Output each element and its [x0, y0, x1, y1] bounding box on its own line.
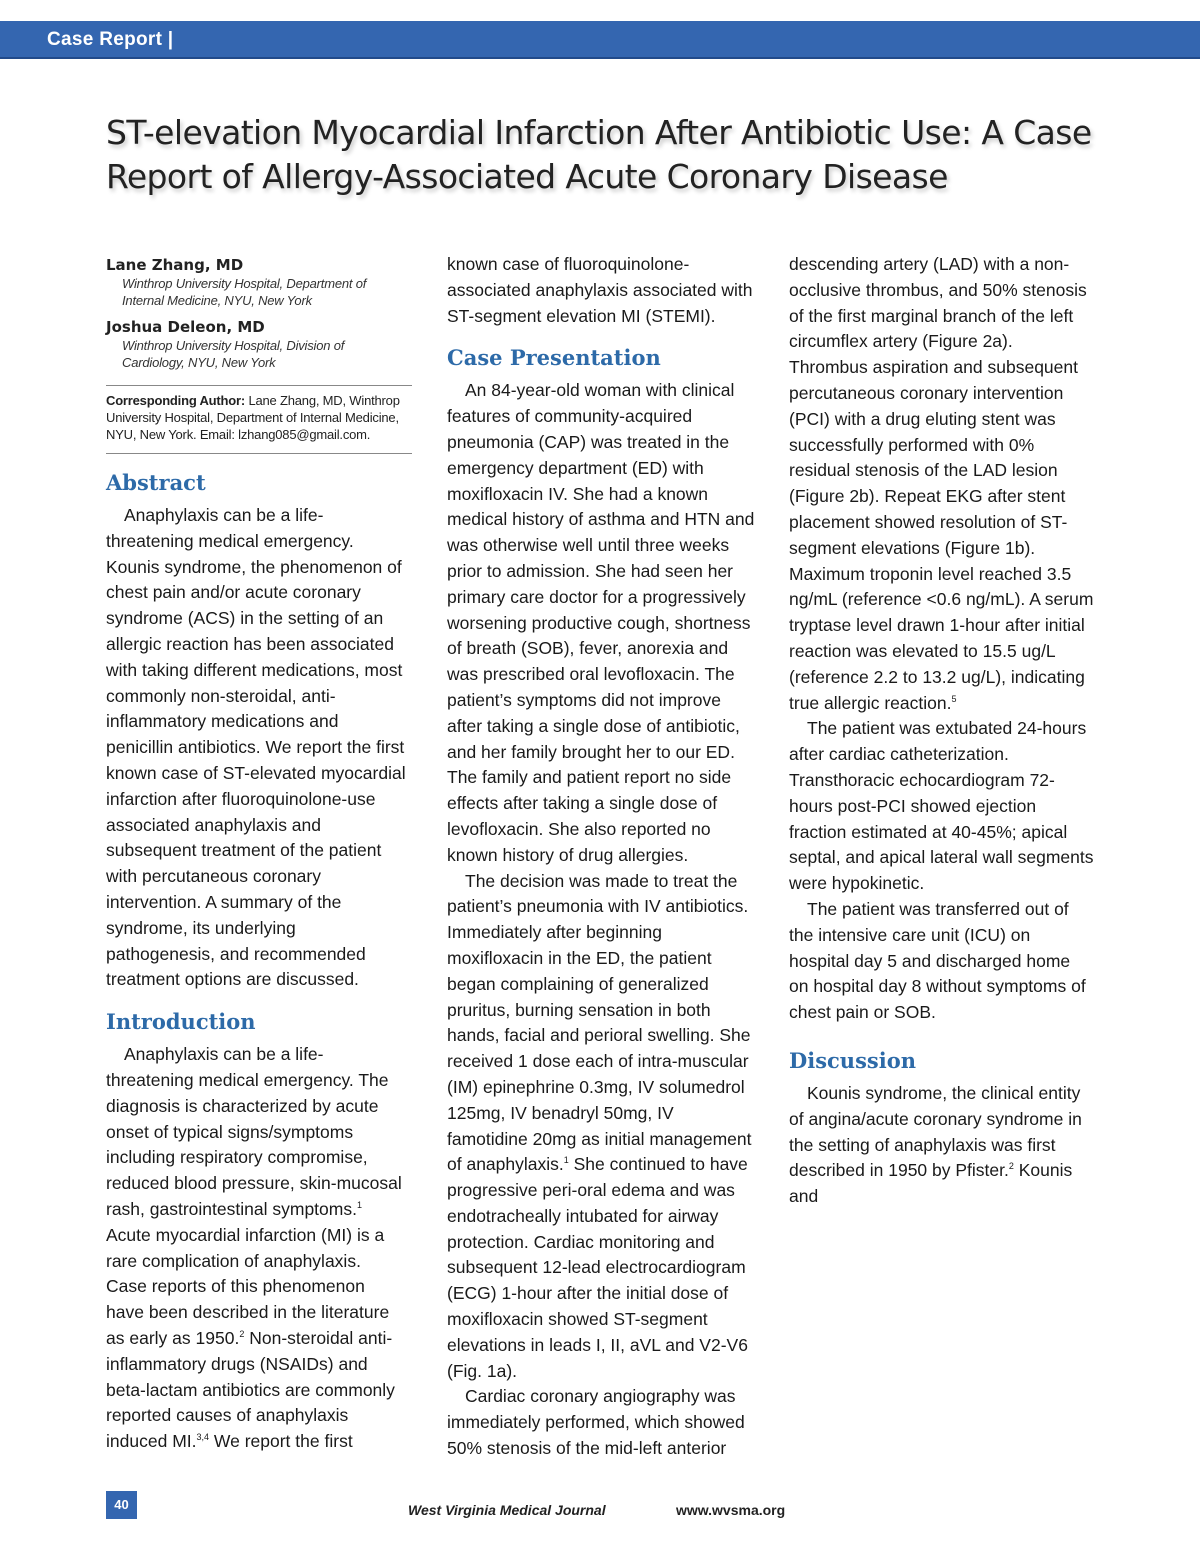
text-run: skin-mucosal	[299, 1173, 402, 1194]
text-run: are	[285, 1379, 311, 1400]
discussion-heading: Discussion	[789, 1047, 916, 1073]
text-run: life-threatening	[106, 1044, 324, 1090]
text-run: anterior	[666, 1438, 727, 1459]
corresponding-text: Lane Zhang, MD, Winthrop University Hospital, Department of Internal Medicine, NYU, New York. Email: lzhang085@gmail.com.	[106, 393, 400, 442]
text-run: first	[324, 1431, 353, 1452]
text-run: have	[106, 1302, 144, 1323]
text-run: of	[211, 1276, 226, 1297]
text-run: Kounis syndrome, the clinical entity of angina/acute coronary syndrome in the setting of anaphylaxis was first described in 1950 by Pfister.	[789, 1082, 1082, 1181]
text-run: as	[172, 1327, 191, 1348]
text-run: with	[972, 434, 1004, 455]
text-run: tryptase	[789, 615, 852, 636]
text-run: a	[1019, 254, 1030, 274]
text-run: was	[856, 640, 888, 661]
text-run: signs/symptoms	[227, 1121, 354, 1142]
text-run: (PCI)	[789, 408, 830, 429]
text-run: 50%	[447, 1438, 483, 1459]
text-run: (STEMI).	[645, 305, 716, 326]
case-paragraph: The patient was transferred out of the intensive care unit (ICU) on hospital day 5 and discharged home on hospital day 8 without symptoms of chest pain or SOB.	[789, 898, 1086, 1023]
author-affiliation: Winthrop University Hospital, Division of Cardiology, NYU, New York	[122, 338, 345, 370]
text-run: medical	[198, 1069, 259, 1090]
divider	[106, 453, 412, 454]
text-run: ng/mL	[789, 589, 837, 610]
case-paragraph: An 84-year-old woman with clinical features of community-acquired pneumonia (CAP) was treated in the emergency department (ED) with moxifloxacin IV. She had a known medical history of asthma and HTN and was otherwise well until three weeks prior to admission. She had seen her primary care doctor for a progressively worsening productive cough, shortness of breath (SOB), fever, anorexia and was prescribed oral levofloxacin. The patient’s symptoms did not improve after taking a single dose of antibiotic, and her family brought her to our ED. The family and patient report no side effects after taking a single dose of levofloxacin. She also reported no known history of drug allergies.	[447, 380, 755, 865]
citation: 2	[239, 1329, 245, 1340]
text-run: associated	[632, 279, 717, 300]
text-run: lesion	[1011, 460, 1058, 481]
text-run: causes	[176, 1405, 232, 1426]
text-run: percutaneous	[789, 382, 896, 403]
text-run: is	[184, 1095, 198, 1116]
text-run: eluting	[925, 408, 977, 429]
text-run: infarction	[245, 1224, 317, 1245]
text-run: was	[1024, 408, 1056, 429]
text-run: angiography	[603, 1386, 700, 1407]
text-run: commonly	[315, 1379, 395, 1400]
text-run: and	[338, 1353, 368, 1374]
text-run: to	[963, 640, 978, 661]
abstract-text: Anaphylaxis can be a life-threatening medical emergency. Kounis syndrome, the phenomenon of chest pain and/or acute coronary syndrome (ACS) in the setting of an allergic reaction has been associated with taking different medications, most commonly non-steroidal, anti-inflammatory medications and penicillin antibiotics. We report the first known case of ST-elevated myocardial infarction after fluoroquinolone-use associated anaphylaxis and subsequent treatment of the patient with percutaneous coronary intervention. A summary of the syndrome, its underlying pathogenesis, and recommended treatment options are discussed.	[106, 505, 406, 990]
text-run: the	[575, 1438, 600, 1459]
text-run: onset	[106, 1121, 149, 1142]
text-run: 3.5	[1046, 563, 1072, 584]
text-run: known	[447, 254, 498, 274]
text-run: 15.5	[982, 640, 1017, 661]
author-1	[106, 255, 406, 309]
text-run: characterized	[202, 1095, 308, 1116]
text-run: (Figure	[944, 537, 1001, 558]
page-number: 40	[106, 1491, 137, 1519]
text-run: report	[244, 1431, 291, 1452]
text-run: 2a).	[982, 331, 1013, 352]
text-run: typical	[173, 1121, 223, 1142]
introduction-heading: Introduction	[106, 1009, 256, 1035]
text-run: aspiration	[872, 357, 949, 378]
text-run: with	[721, 279, 753, 300]
case-paragraph	[789, 252, 1094, 716]
text-run: early	[129, 1327, 168, 1348]
text-run: Cardiac	[465, 1386, 526, 1407]
text-run: <0.6	[926, 589, 962, 610]
citation: 1	[356, 1200, 362, 1211]
text-run: symptoms.	[272, 1198, 357, 1219]
abstract-heading: Abstract	[106, 470, 206, 495]
text-run: descending	[789, 254, 879, 274]
text-run: showed	[874, 511, 935, 532]
text-run: branch	[942, 305, 997, 326]
discussion-paragraph	[789, 1081, 1094, 1210]
text-run: We	[213, 1431, 240, 1452]
corresponding-label: Corresponding Author:	[106, 393, 246, 408]
text-run: beta-lactam	[106, 1379, 198, 1400]
text-run: thrombus,	[865, 279, 944, 300]
text-run: troponin	[869, 563, 933, 584]
text-run: (LAD)	[933, 254, 979, 274]
text-run: as	[106, 1327, 125, 1348]
text-run: Acute	[106, 1224, 151, 1245]
text-run: true	[789, 692, 820, 713]
text-run: drawn	[897, 615, 945, 636]
text-run: anaphylaxis	[535, 279, 628, 300]
text-run: intervention	[972, 382, 1064, 403]
text-run: reaction	[789, 640, 852, 661]
text-run: reaction.	[884, 692, 952, 713]
author-2	[106, 317, 406, 371]
introduction-paragraph	[106, 1042, 406, 1455]
author-name: Lane Zhang, MD	[106, 256, 244, 274]
text-run: been	[148, 1302, 188, 1323]
text-run: drug	[885, 408, 921, 429]
text-run: mid-left	[604, 1438, 663, 1459]
text-run: 1-hour	[949, 615, 1001, 636]
text-run: immediately	[447, 1412, 541, 1433]
text-run: drugs	[211, 1353, 255, 1374]
text-run: Anaphylaxis	[124, 1044, 219, 1065]
text-run: anaphylaxis.	[263, 1250, 361, 1271]
text-run: placement	[789, 511, 870, 532]
text-run: Thrombus	[789, 357, 868, 378]
text-run: a	[374, 1224, 385, 1245]
column-2	[447, 252, 759, 1462]
text-run: ng/mL).	[965, 589, 1026, 610]
text-run: performed,	[545, 1412, 630, 1433]
text-run: be	[256, 1044, 276, 1065]
text-run: The	[358, 1069, 389, 1090]
case-paragraph	[447, 1384, 759, 1461]
text-run: serum	[1044, 589, 1094, 610]
text-run: blood	[174, 1173, 217, 1194]
text-run: Non-steroidal	[249, 1327, 354, 1348]
text-run: non-occlusive	[789, 254, 1070, 300]
text-run: Repeat	[884, 486, 941, 507]
text-run: Case	[106, 1276, 147, 1297]
text-run: artery	[883, 254, 929, 274]
text-run: level	[856, 615, 893, 636]
text-run: subsequent	[987, 357, 1078, 378]
divider	[106, 385, 412, 386]
text-run: stent	[1027, 486, 1066, 507]
text-run: after	[987, 486, 1023, 507]
text-run: ST-segment	[789, 511, 1068, 558]
text-run: the	[295, 1431, 320, 1452]
text-run: (MI)	[321, 1224, 353, 1245]
text-run: 2.2	[873, 666, 898, 687]
text-run: this	[230, 1276, 258, 1297]
text-run: 2b).	[849, 486, 880, 507]
text-run: allergic	[824, 692, 880, 713]
text-run: respiratory	[179, 1147, 263, 1168]
case-paragraph	[447, 869, 759, 1385]
case-presentation-heading: Case Presentation	[447, 345, 661, 371]
text-run: initial	[1044, 615, 1085, 636]
text-run: resolution	[939, 511, 1016, 532]
text-run: was	[704, 1386, 736, 1407]
author-name: Joshua Deleon, MD	[106, 318, 265, 336]
text-run: residual	[789, 460, 851, 481]
introduction-paragraph	[447, 252, 759, 329]
text-run: myocardial	[155, 1224, 241, 1245]
article-title: ST-elevation Myocardial Infarction After Antibiotic Use: A Case Report of Allergy-Associated Acute Coronary Disease	[106, 113, 1092, 196]
text-run: of	[924, 460, 939, 481]
text-run: of	[1020, 511, 1036, 532]
text-run: of	[153, 1121, 169, 1142]
text-run: stenosis	[1022, 279, 1087, 300]
text-run: compromise,	[267, 1147, 368, 1168]
text-run: a	[280, 1044, 291, 1065]
text-run: circumflex	[789, 331, 868, 352]
citation: 5	[951, 693, 957, 704]
text-run: 0%	[1008, 434, 1035, 455]
text-run: elevated	[892, 640, 959, 661]
text-run: with	[834, 408, 866, 429]
text-run: and	[948, 279, 978, 300]
text-run: of	[236, 1405, 251, 1426]
text-run: literature	[321, 1302, 390, 1323]
text-run: which	[634, 1412, 680, 1433]
text-run: ug/L	[1021, 640, 1056, 661]
text-run: indicating	[1010, 666, 1085, 687]
text-run: antibiotics	[202, 1379, 281, 1400]
text-run: 1b).	[1005, 537, 1036, 558]
citation: 2	[1008, 1161, 1014, 1172]
text-run: can	[223, 1044, 252, 1065]
text-run: complication	[142, 1250, 240, 1271]
text-run: coronary	[899, 382, 969, 403]
text-run: reports	[151, 1276, 207, 1297]
text-run: the	[943, 460, 969, 481]
text-run: A	[1029, 589, 1040, 610]
text-run: Kounis and	[789, 1160, 1073, 1207]
text-run: of	[555, 1438, 571, 1459]
text-run: rare	[106, 1250, 138, 1271]
text-run: of	[1001, 305, 1016, 326]
text-run: stenosis	[486, 1438, 552, 1459]
corresponding-author	[106, 392, 406, 443]
text-run: marginal	[870, 305, 938, 326]
text-run: (Figure	[922, 331, 978, 352]
text-run: (Figure	[789, 486, 845, 507]
text-run: MI	[621, 305, 641, 326]
text-run: level	[937, 563, 974, 584]
text-run: artery	[872, 331, 918, 352]
text-run: acute	[335, 1095, 379, 1116]
section-header-bar	[0, 21, 1200, 59]
text-run: ST-segment	[447, 305, 542, 326]
text-run: case	[502, 254, 540, 274]
text-run: (reference	[789, 666, 869, 687]
text-run: showed	[684, 1412, 745, 1433]
text-run: with	[983, 254, 1015, 274]
text-run: successfully	[789, 434, 884, 455]
text-run: 13.2	[922, 666, 957, 687]
text-run: left	[1049, 305, 1074, 326]
text-run: by	[312, 1095, 331, 1116]
text-run: anti-inflammatory	[106, 1327, 393, 1374]
text-run: LAD	[972, 460, 1007, 481]
text-run: gastrointestinal	[149, 1198, 268, 1219]
text-run: to	[902, 666, 918, 687]
text-run: rash,	[106, 1198, 145, 1219]
text-run: including	[106, 1147, 176, 1168]
column-1	[106, 252, 406, 1455]
text-run: Maximum	[789, 563, 865, 584]
text-run: coronary	[530, 1386, 599, 1407]
text-run: The decision was made to treat the patient’s pneumonia with IV antibiotics. Immediately after beginning moxifloxacin in the ED, the patient began complaining of generalized pruritus, burning sensation in both hands, facial and perioral swelling. She received 1 dose each of intra-muscular (IM) epinephrine 0.3mg, IV solumedrol 125mg, IV benadryl 50mg, IV famotidine 20mg as initial management of anaphylaxis.	[447, 870, 752, 1175]
column-3	[789, 252, 1094, 1210]
section-label: Case Report |	[47, 29, 174, 50]
text-run: emergency.	[263, 1069, 354, 1090]
text-run: reduced	[106, 1173, 170, 1194]
case-paragraph: The patient was extubated 24-hours after cardiac catheterization. Transthoracic echocardiogram 72-hours post-PCI showed ejection fraction estimated at 40-45%; apical septal, and apical lateral wall segments were hypokinetic.	[789, 718, 1094, 894]
text-run: the	[808, 305, 833, 326]
text-run: in	[273, 1302, 288, 1323]
text-run: a	[870, 408, 881, 429]
text-run: first	[837, 305, 866, 326]
author-affiliation: Winthrop University Hospital, Department of Internal Medicine, NYU, New York	[122, 276, 367, 308]
text-run: pressure,	[221, 1173, 295, 1194]
text-run: anaphylaxis	[255, 1405, 349, 1426]
text-run: MI.	[172, 1431, 197, 1452]
text-run: the	[291, 1302, 317, 1323]
text-run: performed	[888, 434, 968, 455]
text-run: reached	[978, 563, 1042, 584]
text-run: stent	[981, 408, 1020, 429]
text-run: of	[789, 305, 804, 326]
text-run: of	[544, 254, 559, 274]
text-run: fluoroquinolone-associated	[447, 254, 690, 300]
text-run: phenomenon	[262, 1276, 365, 1297]
text-run: reported	[106, 1405, 172, 1426]
text-run: elevations	[861, 537, 940, 558]
text-run: EKG	[945, 486, 983, 507]
text-run: ug/L),	[961, 666, 1007, 687]
text-run: induced	[106, 1431, 168, 1452]
text-run: after	[1005, 615, 1041, 636]
text-run: 1950.	[195, 1327, 240, 1348]
footer-journal: West Virginia Medical Journal	[408, 1502, 606, 1518]
text-run: diagnosis	[106, 1095, 180, 1116]
text-run: She continued to have progressive peri-oral edema and was endotracheally intubated for airway protection. Cardiac monitoring and subsequent 12-lead electrocardiogram (ECG) 1-hour after the initial dose of moxifloxacin showed ST-segment elevations in leads I, II, aVL and V2-V6 (Fig. 1a).	[447, 1154, 748, 1381]
text-run: stenosis	[855, 460, 920, 481]
citation: 1	[563, 1155, 569, 1166]
text-run: elevation	[546, 305, 617, 326]
citation: 3,4	[196, 1432, 210, 1443]
text-run: (reference	[841, 589, 922, 610]
text-run: and	[953, 357, 983, 378]
text-run: the	[1020, 305, 1045, 326]
text-run: (NSAIDs)	[259, 1353, 334, 1374]
footer-url: www.wvsma.org	[676, 1502, 786, 1518]
text-run: is	[357, 1224, 370, 1245]
text-run: 50%	[982, 279, 1018, 300]
text-run: described	[192, 1302, 269, 1323]
text-run: of	[244, 1250, 259, 1271]
